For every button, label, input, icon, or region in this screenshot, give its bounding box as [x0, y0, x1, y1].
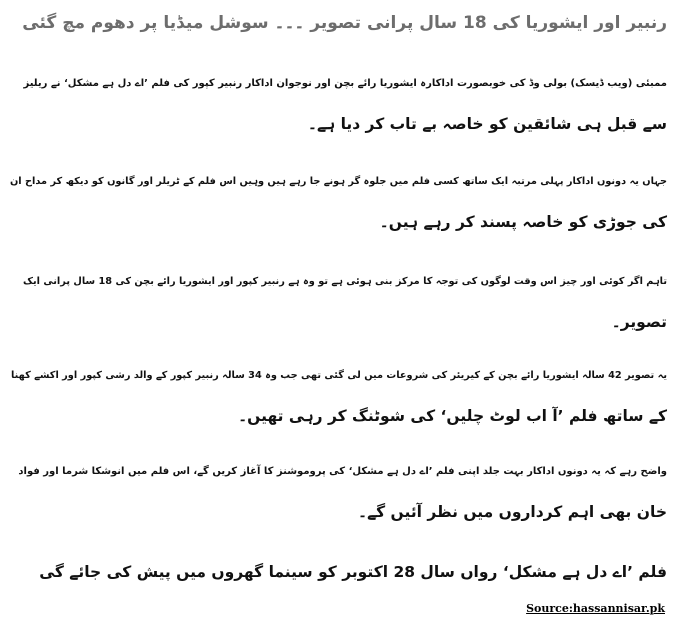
paragraph-line: کی جوڑی کو خاصہ پسند کر رہے ہیں۔: [379, 213, 667, 231]
article-paragraph: [9, 356, 667, 436]
paragraph-line: تصویر۔: [611, 313, 667, 331]
article-paragraph: [9, 262, 667, 342]
paragraph-line: کے ساتھ فلم ’آ اب لوٹ چلیں‘ کی شوٹنگ کر رہی تھیں۔: [238, 407, 667, 425]
paragraph-line: ممبئی (ویب ڈیسک) بولی وڈ کی خوبصورت اداکارہ ایشوریا رائے بچن اور نوجوان اداکار رنبیر کپور کی فلم ’اے دل ہے مشکل‘ نے ریلیز: [23, 78, 667, 89]
article-title: رنبیر اور ایشوریا کی 18 سال پرانی تصویر ۔۔۔ سوشل میڈیا پر دھوم مچ گئی: [22, 13, 667, 33]
article-paragraph: [9, 452, 667, 532]
source-link[interactable]: Source:hassannisar.pk: [526, 602, 665, 615]
paragraph-line: واضح رہے کہ یہ دونوں اداکار بہت جلد اپنی فلم ’اے دل ہے مشکل‘ کی پروموشنز کا آغاز کریں گے، اس فلم میں انوشکا شرما اور فواد: [18, 466, 667, 477]
article-paragraph: [9, 552, 667, 592]
paragraph-line: جہاں یہ دونوں اداکار پہلی مرتبہ ایک ساتھ کسی فلم میں جلوہ گر ہونے جا رہے ہیں وہیں اس فلم کے ٹریلر اور گانوں کو دیکھ کر مداح ان: [9, 176, 667, 187]
paragraph-line: سے قبل ہی شائقین کو خاصہ بے تاب کر دیا ہے۔: [307, 115, 667, 133]
article-paragraph: [9, 64, 667, 144]
paragraph-line: خان بھی اہم کرداروں میں نظر آئیں گے۔: [357, 503, 667, 521]
paragraph-line: تاہم اگر کوئی اور چیز اس وقت لوگوں کی توجہ کا مرکز بنی ہوئی ہے تو وہ ہے رنبیر کپور اور ایشوریا رائے بچن کی 18 سال پرانی ایک: [23, 276, 667, 287]
paragraph-line: فلم ’اے دل ہے مشکل‘ رواں سال 28 اکتوبر کو سینما گھروں میں پیش کی جائے گی: [39, 563, 667, 581]
article-paragraph: [9, 162, 667, 242]
paragraph-line: یہ تصویر 42 سالہ ایشوریا رائے بچن کے کیریئر کی شروعات میں لی گئی تھی جب وہ 34 سالہ رنبیر کپور کے والد رشی کپور اور اکشے کھنا: [11, 370, 667, 381]
